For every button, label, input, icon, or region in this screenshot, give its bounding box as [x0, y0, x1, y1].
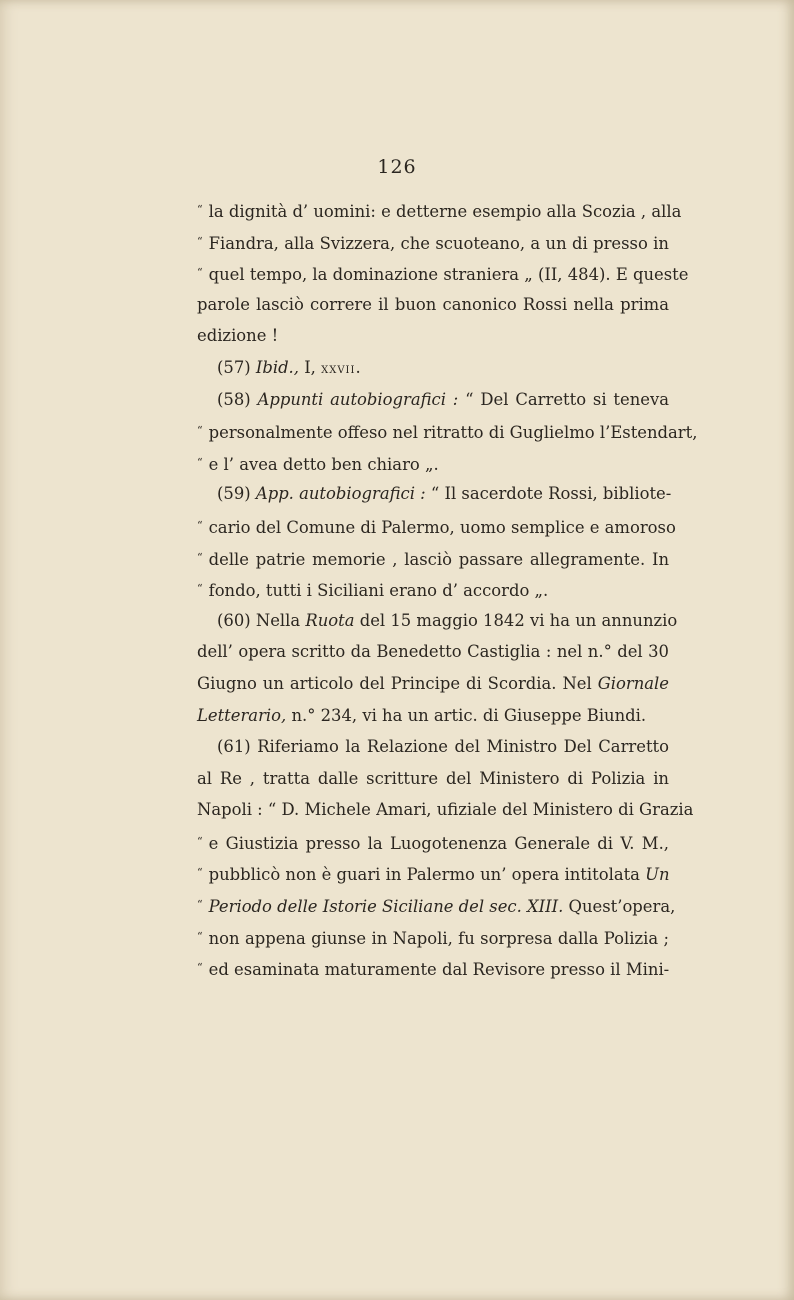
text-run: non appena giunse in Napoli, fu sorpresa dalla Polizia ;: [208, 928, 669, 948]
text-run: la dignità d’ uomini: e detterne esempio alla Scozia , alla: [208, 202, 682, 221]
text-line: [197, 826, 669, 858]
text-line: [197, 257, 689, 289]
text-line: [197, 921, 669, 953]
italic-text: App. autobiografici :: [255, 484, 426, 504]
italic-text: Periodo delle Istorie Siciliane del sec. XIII.: [208, 897, 564, 917]
text-run: dell’ opera scritto da Benedetto Castiglia : nel n.° del 30: [197, 642, 669, 662]
text-run: .: [355, 357, 361, 377]
text-line: [197, 573, 669, 605]
text-line: [197, 510, 676, 542]
text-run: n.° 234, vi ha un artic. di Giuseppe Biundi.: [286, 705, 647, 725]
text-run: “ Il sacerdote Rossi, bibliote-: [425, 484, 672, 504]
text-run: parole lasciò correre il buon canonico Rossi nella prima: [197, 294, 669, 314]
italic-text: Giornale: [597, 673, 669, 693]
text-run: edizione !: [197, 326, 279, 346]
text-run: al Re , tratta dalle scritture del Ministero di Polizia in: [197, 768, 669, 788]
quote-mark: “: [197, 518, 203, 532]
text-line: [197, 700, 669, 732]
text-run: xxvii: [321, 360, 356, 377]
text-run: quel tempo, la dominazione straniera „ (II, 484). E queste: [208, 265, 689, 285]
quote-mark: “: [197, 455, 203, 469]
text-line: [197, 857, 669, 889]
text-line: [197, 731, 669, 763]
text-run: e Giustizia presso la Luogotenenza Generale di V. M.,: [208, 833, 669, 853]
text-run: (60) Nella: [217, 610, 306, 630]
italic-text: Letterario,: [197, 705, 287, 725]
italic-text: Ibid.,: [255, 357, 299, 377]
text-line: [197, 320, 669, 352]
text-run: e l’ avea detto ben chiaro „.: [208, 454, 439, 474]
text-line: [197, 542, 669, 574]
text-line: [197, 226, 669, 258]
text-run: Giugno un articolo del Principe di Scordia. Nel: [197, 673, 598, 693]
quote-mark: “: [197, 898, 203, 912]
italic-text: Un: [645, 865, 670, 885]
text-run: Quest’opera,: [563, 897, 676, 917]
text-run: I,: [298, 357, 322, 377]
text-run: (61) Riferiamo la Relazione del Ministro Del Carretto: [217, 737, 669, 757]
text-line: [197, 763, 669, 795]
text-line: [197, 478, 672, 510]
text-run: del 15 maggio 1842 vi ha un annunzio: [354, 610, 678, 630]
text-line: [197, 889, 676, 921]
quote-mark: “: [197, 834, 203, 848]
text-line: [197, 447, 669, 479]
italic-text: Appunti autobiografici :: [257, 389, 459, 409]
quote-mark: “: [197, 234, 203, 248]
quote-mark: “: [197, 929, 203, 943]
text-line: [197, 794, 694, 826]
text-run: personalmente offeso nel ritratto di Guglielmo l’Estendart,: [208, 423, 698, 443]
text-line: [197, 636, 669, 668]
italic-text: Ruota: [305, 610, 355, 630]
text-line: [197, 289, 669, 321]
text-line: [197, 415, 698, 447]
text-run: “ Del Carretto si teneva: [458, 389, 669, 409]
text-run: (57): [217, 357, 256, 377]
text-line: [197, 352, 669, 384]
text-run: (58): [217, 389, 258, 409]
quote-mark: “: [197, 866, 203, 880]
text-run: cario del Comune di Palermo, uomo semplice e amoroso: [208, 517, 676, 537]
text-line: [197, 194, 682, 226]
text-run: Napoli : “ D. Michele Amari, ufiziale del Ministero di Grazia: [197, 800, 694, 820]
footnotes-text: [197, 194, 698, 984]
text-line: [197, 384, 669, 416]
text-run: Fiandra, alla Svizzera, che scuoteano, a un di presso in: [208, 233, 669, 253]
text-run: (59): [217, 484, 256, 504]
text-line: [197, 952, 669, 984]
text-line: [197, 668, 669, 700]
quote-mark: “: [197, 961, 203, 975]
quote-mark: “: [197, 203, 203, 216]
text-run: fondo, tutti i Siciliani erano d’ accordo „.: [208, 581, 549, 601]
quote-mark: “: [197, 582, 203, 596]
text-run: ed esaminata maturamente dal Revisore presso il Mini-: [208, 960, 670, 980]
text-run: pubblicò non è guari in Palermo un’ opera intitolata: [208, 865, 646, 885]
quote-mark: “: [197, 550, 203, 564]
text-line: [197, 605, 678, 637]
page-number: 126: [377, 156, 417, 178]
text-run: delle patrie memorie , lasciò passare allegramente. In: [208, 549, 669, 569]
quote-mark: “: [197, 424, 203, 438]
quote-mark: “: [197, 266, 203, 280]
